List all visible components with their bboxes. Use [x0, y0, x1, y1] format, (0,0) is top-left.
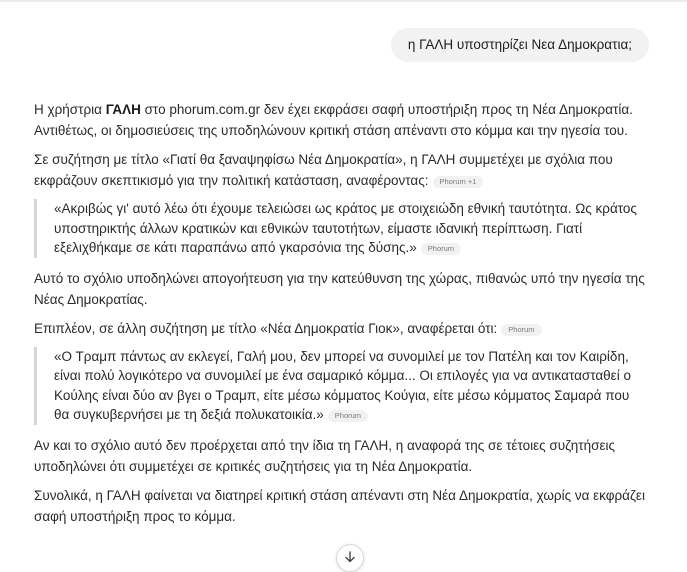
arrow-down-icon [344, 551, 356, 563]
quote-text: «Ο Τραμπ πάντως αν εκλεγεί, Γαλή μου, δεν μπορεί να συνομιλεί με τον Πατέλη και τον Καιρίδη, είναι πολύ λογικότερο να συνομιλεί με ένα σαμαρικό κόμμα... Οι επιλογές για να αντικατασταθεί ο Κούλης είναι δύο αν βγει ο Τραμπ, είτε μέσω κόμματος Κούγια, είτε μέσω κόμματος Σαμαρά που θα συγκυβερνήσει με τη δεξιά πολυκατοικία.» [54, 348, 631, 422]
scroll-to-bottom-button[interactable] [336, 544, 364, 572]
quote-text: «Ακριβώς γι' αυτό λέω ότι έχουμε τελειώσει ως κράτος με στοιχειώδη εθνική ταυτότητα. Ως κράτος υποστηρικτής άλλων κρατικών και εθνικών ταυτοτήτων, είμαστε ιδανική περίπτωση. Γιατί εξελιχθήκαμε σε κάτι παραπάνω από γκαρσόνια της δύσης.» [54, 201, 637, 255]
assistant-answer [34, 99, 646, 535]
source-citation-chip[interactable]: Phorum +1 [433, 176, 484, 188]
top-divider [0, 0, 687, 2]
answer-paragraph [34, 318, 646, 339]
answer-paragraph: Συνολικά, η ΓΑΛΗ φαίνεται να διατηρεί κριτική στάση απέναντι στη Νέα Δημοκρατία, χωρίς να εκφράζει σαφή υποστήριξη προς το κόμμα. [34, 487, 645, 524]
user-message-bubble [391, 28, 649, 62]
paragraph-text: Σε συζήτηση με τίτλο «Γιατί θα ξαναψηφίσω Νέα Δημοκρατία», η ΓΑΛΗ συμμετέχει με σχόλια που εκφράζουν σκεπτικισμό για την πολιτική κατάσταση, αναφέροντας: [34, 152, 613, 188]
answer-paragraph [34, 149, 646, 191]
blockquote [34, 199, 646, 258]
answer-paragraph: Αν και το σχόλιο αυτό δεν προέρχεται από την ίδια τη ΓΑΛΗ, η αναφορά της σε τέτοιες συζητήσεις υποδηλώνει ότι συμμετέχει σε κριτικές συζητήσεις για τη Νέα Δημοκρατία. [34, 437, 615, 474]
paragraph-text: στο phorum.com.gr δεν έχει εκφράσει σαφή υποστήριξη προς τη Νέα Δημοκρατία. Αντιθέτως, οι δημοσιεύσεις της υποδηλώνουν κριτική στάση απέναντι στο κόμμα και την ηγεσία του. [34, 102, 633, 138]
source-citation-chip[interactable]: Phorum [421, 243, 461, 255]
username-bold: ΓΑΛΗ [105, 102, 141, 117]
answer-paragraph: Αυτό το σχόλιο υποδηλώνει απογοήτευση για την κατεύθυνση της χώρας, πιθανώς υπό την ηγεσία της Νέας Δημοκρατίας. [34, 270, 645, 307]
blockquote [34, 347, 646, 425]
user-message-text: η ΓΑΛΗ υποστηρίζει Νεα Δημοκρατια; [407, 37, 632, 52]
source-citation-chip[interactable]: Phorum [328, 410, 368, 422]
paragraph-text: Επιπλέον, σε άλλη συζήτηση με τίτλο «Νέα Δημοκρατία Γιοκ», αναφέρεται ότι: [34, 320, 498, 336]
source-citation-chip[interactable]: Phorum [501, 324, 541, 336]
answer-paragraph [34, 99, 646, 141]
paragraph-text: Η χρήστρια [34, 102, 106, 117]
